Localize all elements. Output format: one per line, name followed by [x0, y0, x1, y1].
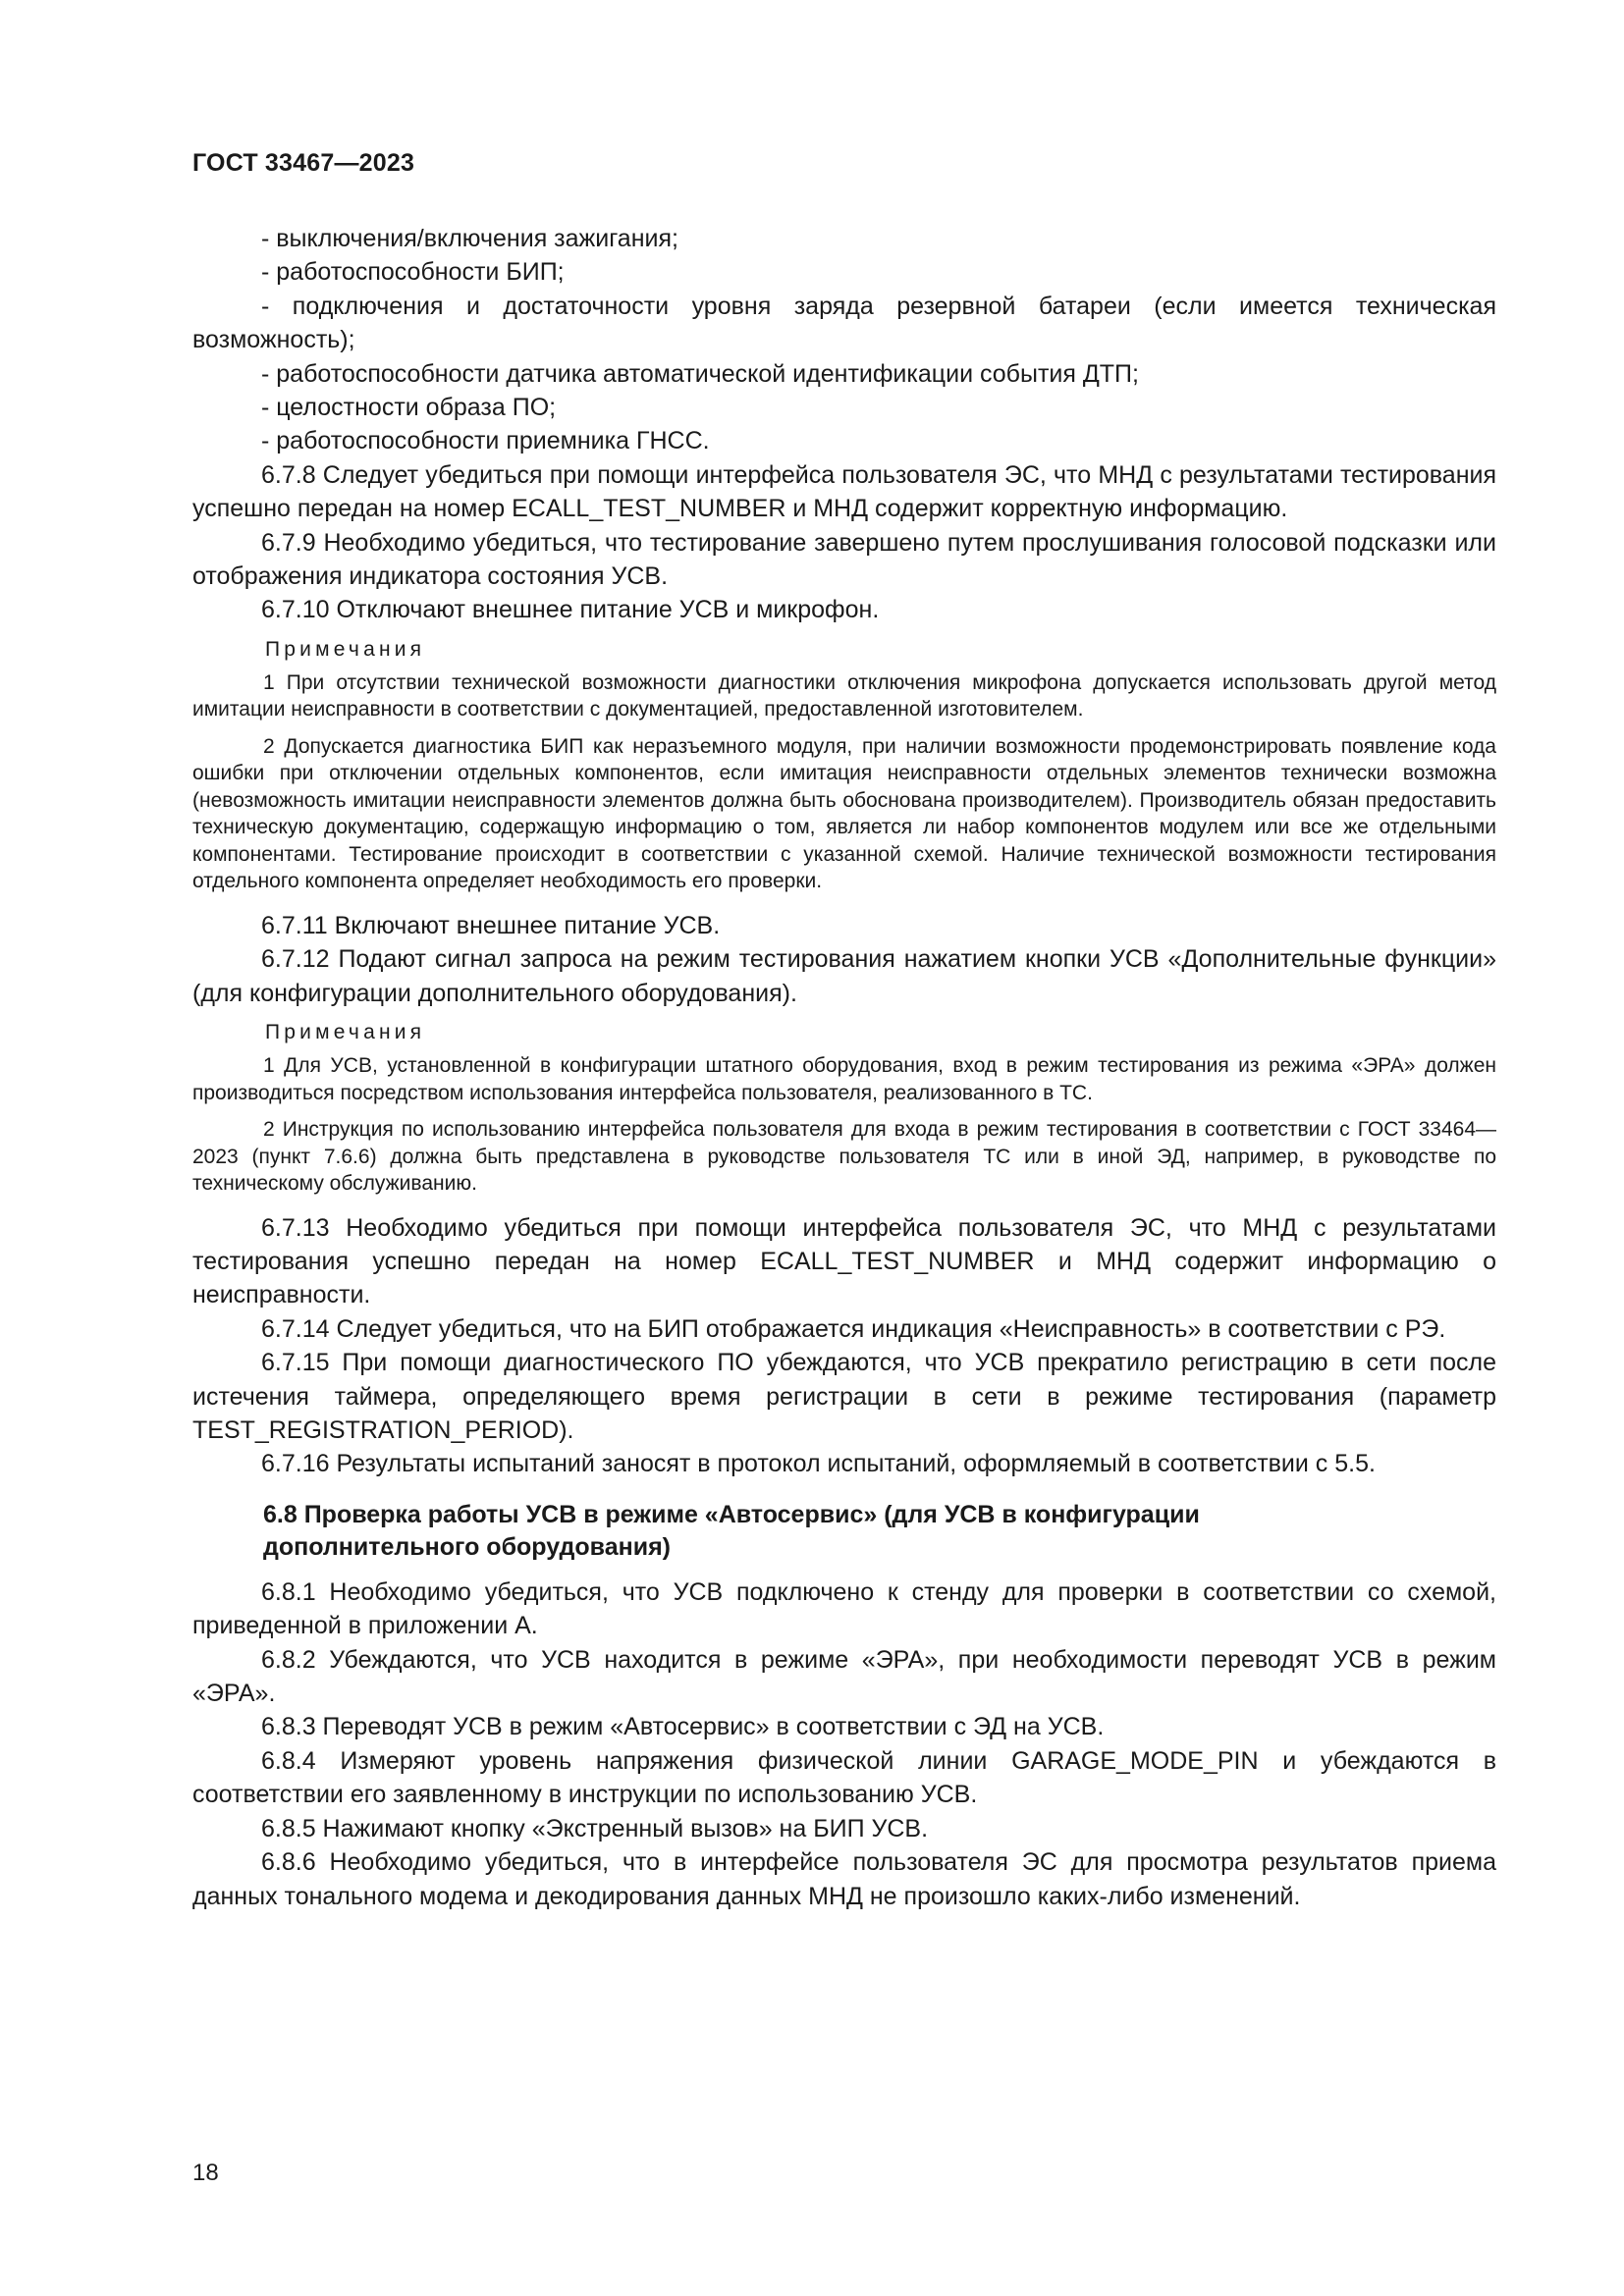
clause-6-7-15: 6.7.15 При помощи диагностического ПО убеждаются, что УСВ прекратило регистрацию в сети после истечения таймера, определяющего время регистрации в сети в режиме тестирования (параметр TEST_REGISTRATION_PERIOD). [192, 1349, 1496, 1445]
clause-6-7-13: 6.7.13 Необходимо убедиться при помощи интерфейса пользователя ЭС, что МНД с результатами тестирования успешно передан на номер ECALL_TEST_NUMBER и МНД содержит информацию о неисправности. [192, 1213, 1496, 1309]
clause-6-7-11: 6.7.11 Включают внешнее питание УСВ. [261, 911, 721, 939]
section-title-line-1: 6.8 Проверка работы УСВ в режиме «Автосервис» (для УСВ в конфигурации [263, 1500, 1200, 1528]
notes-heading: Примечания [265, 637, 426, 661]
list-item: - целостности образа ПО; [261, 394, 557, 422]
clause-6-7-12: 6.7.12 Подают сигнал запроса на режим тестирования нажатием кнопки УСВ «Дополнительные функции» (для конфигурации дополнительного оборудования). [192, 945, 1496, 1007]
clause-6-8-3: 6.8.3 Переводят УСВ в режим «Автосервис» в соответствии с ЭД на УСВ. [261, 1713, 1105, 1741]
list-item: - работоспособности приемника ГНСС. [261, 427, 710, 455]
note-item: 1 Для УСВ, установленной в конфигурации штатного оборудования, вход в режим тестирования из режима «ЭРА» должен производиться посредством использования интерфейса пользователя, реализованного в ТС. [192, 1054, 1496, 1104]
document-header: ГОСТ 33467—2023 [192, 149, 415, 177]
section-title-line-2: дополнительного оборудования) [263, 1532, 671, 1561]
clause-6-8-5: 6.8.5 Нажимают кнопку «Экстренный вызов» на БИП УСВ. [261, 1814, 929, 1842]
clause-6-8-6: 6.8.6 Необходимо убедиться, что в интерфейсе пользователя ЭС для просмотра результатов приема данных тонального модема и декодирования данных МНД не произошло каких-либо изменений. [192, 1848, 1496, 1910]
list-item: - выключения/включения зажигания; [261, 225, 678, 252]
note-item: 2 Инструкция по использованию интерфейса пользователя для входа в режим тестирования в соответствии с ГОСТ 33464—2023 (пункт 7.6.6) должна быть представлена в руководстве пользователя ТС или в иной ЭД, например, в руководстве по техническому обслуживанию. [192, 1118, 1496, 1196]
clause-6-7-10: 6.7.10 Отключают внешнее питание УСВ и микрофон. [261, 596, 880, 624]
list-item: - работоспособности БИП; [261, 258, 565, 287]
note-item: 1 При отсутствии технической возможности диагностики отключения микрофона допускается использовать другой метод имитации неисправности в соответствии с документацией, предоставленной изготовителем. [192, 670, 1496, 721]
clause-6-8-1: 6.8.1 Необходимо убедиться, что УСВ подключено к стенду для проверки в соответствии со схемой, приведенной в приложении А. [192, 1577, 1496, 1640]
note-item: 2 Допускается диагностика БИП как неразъемного модуля, при наличии возможности продемонстрировать появление кода ошибки при отключении отдельных компонентов, если имитация неисправности отдельных элементов технически возможна (невозможность имитации неисправности элементов должна быть обоснована производителем). Производитель обязан предоставить техническую документацию, содержащую информацию о том, является ли набор компонентов модулем или все же отдельными компонентами. Тестирование происходит в соответствии с указанной схемой. Наличие технической возможности тестирования отдельного компонента определяет необходимость его проверки. [192, 734, 1496, 893]
notes-heading: Примечания [265, 1021, 426, 1044]
clause-6-7-16: 6.7.16 Результаты испытаний заносят в протокол испытаний, оформляемый в соответствии с 5.5. [261, 1450, 1376, 1478]
clause-6-7-8: 6.7.8 Следует убедиться при помощи интерфейса пользователя ЭС, что МНД с результатами тестирования успешно передан на номер ECALL_TEST_NUMBER и МНД содержит корректную информацию. [192, 460, 1496, 523]
clause-6-8-4: 6.8.4 Измеряют уровень напряжения физической линии GARAGE_MODE_PIN и убеждаются в соответствии его заявленному в инструкции по использованию УСВ. [192, 1746, 1496, 1809]
section-title [192, 1499, 1496, 1564]
clause-6-7-14: 6.7.14 Следует убедиться, что на БИП отображается индикация «Неисправность» в соответствии с РЭ. [261, 1314, 1446, 1343]
list-item: - подключения и достаточности уровня заряда резервной батареи (если имеется техническая возможность); [192, 292, 1496, 354]
document-body [192, 222, 1496, 1913]
clause-6-8-2: 6.8.2 Убеждаются, что УСВ находится в режиме «ЭРА», при необходимости переводят УСВ в режим «ЭРА». [192, 1645, 1496, 1708]
list-item: - работоспособности датчика автоматической идентификации события ДТП; [261, 359, 1139, 388]
page-number: 18 [192, 2160, 219, 2186]
clause-6-7-9: 6.7.9 Необходимо убедиться, что тестирование завершено путем прослушивания голосовой подсказки или отображения индикатора состояния УСВ. [192, 528, 1496, 591]
